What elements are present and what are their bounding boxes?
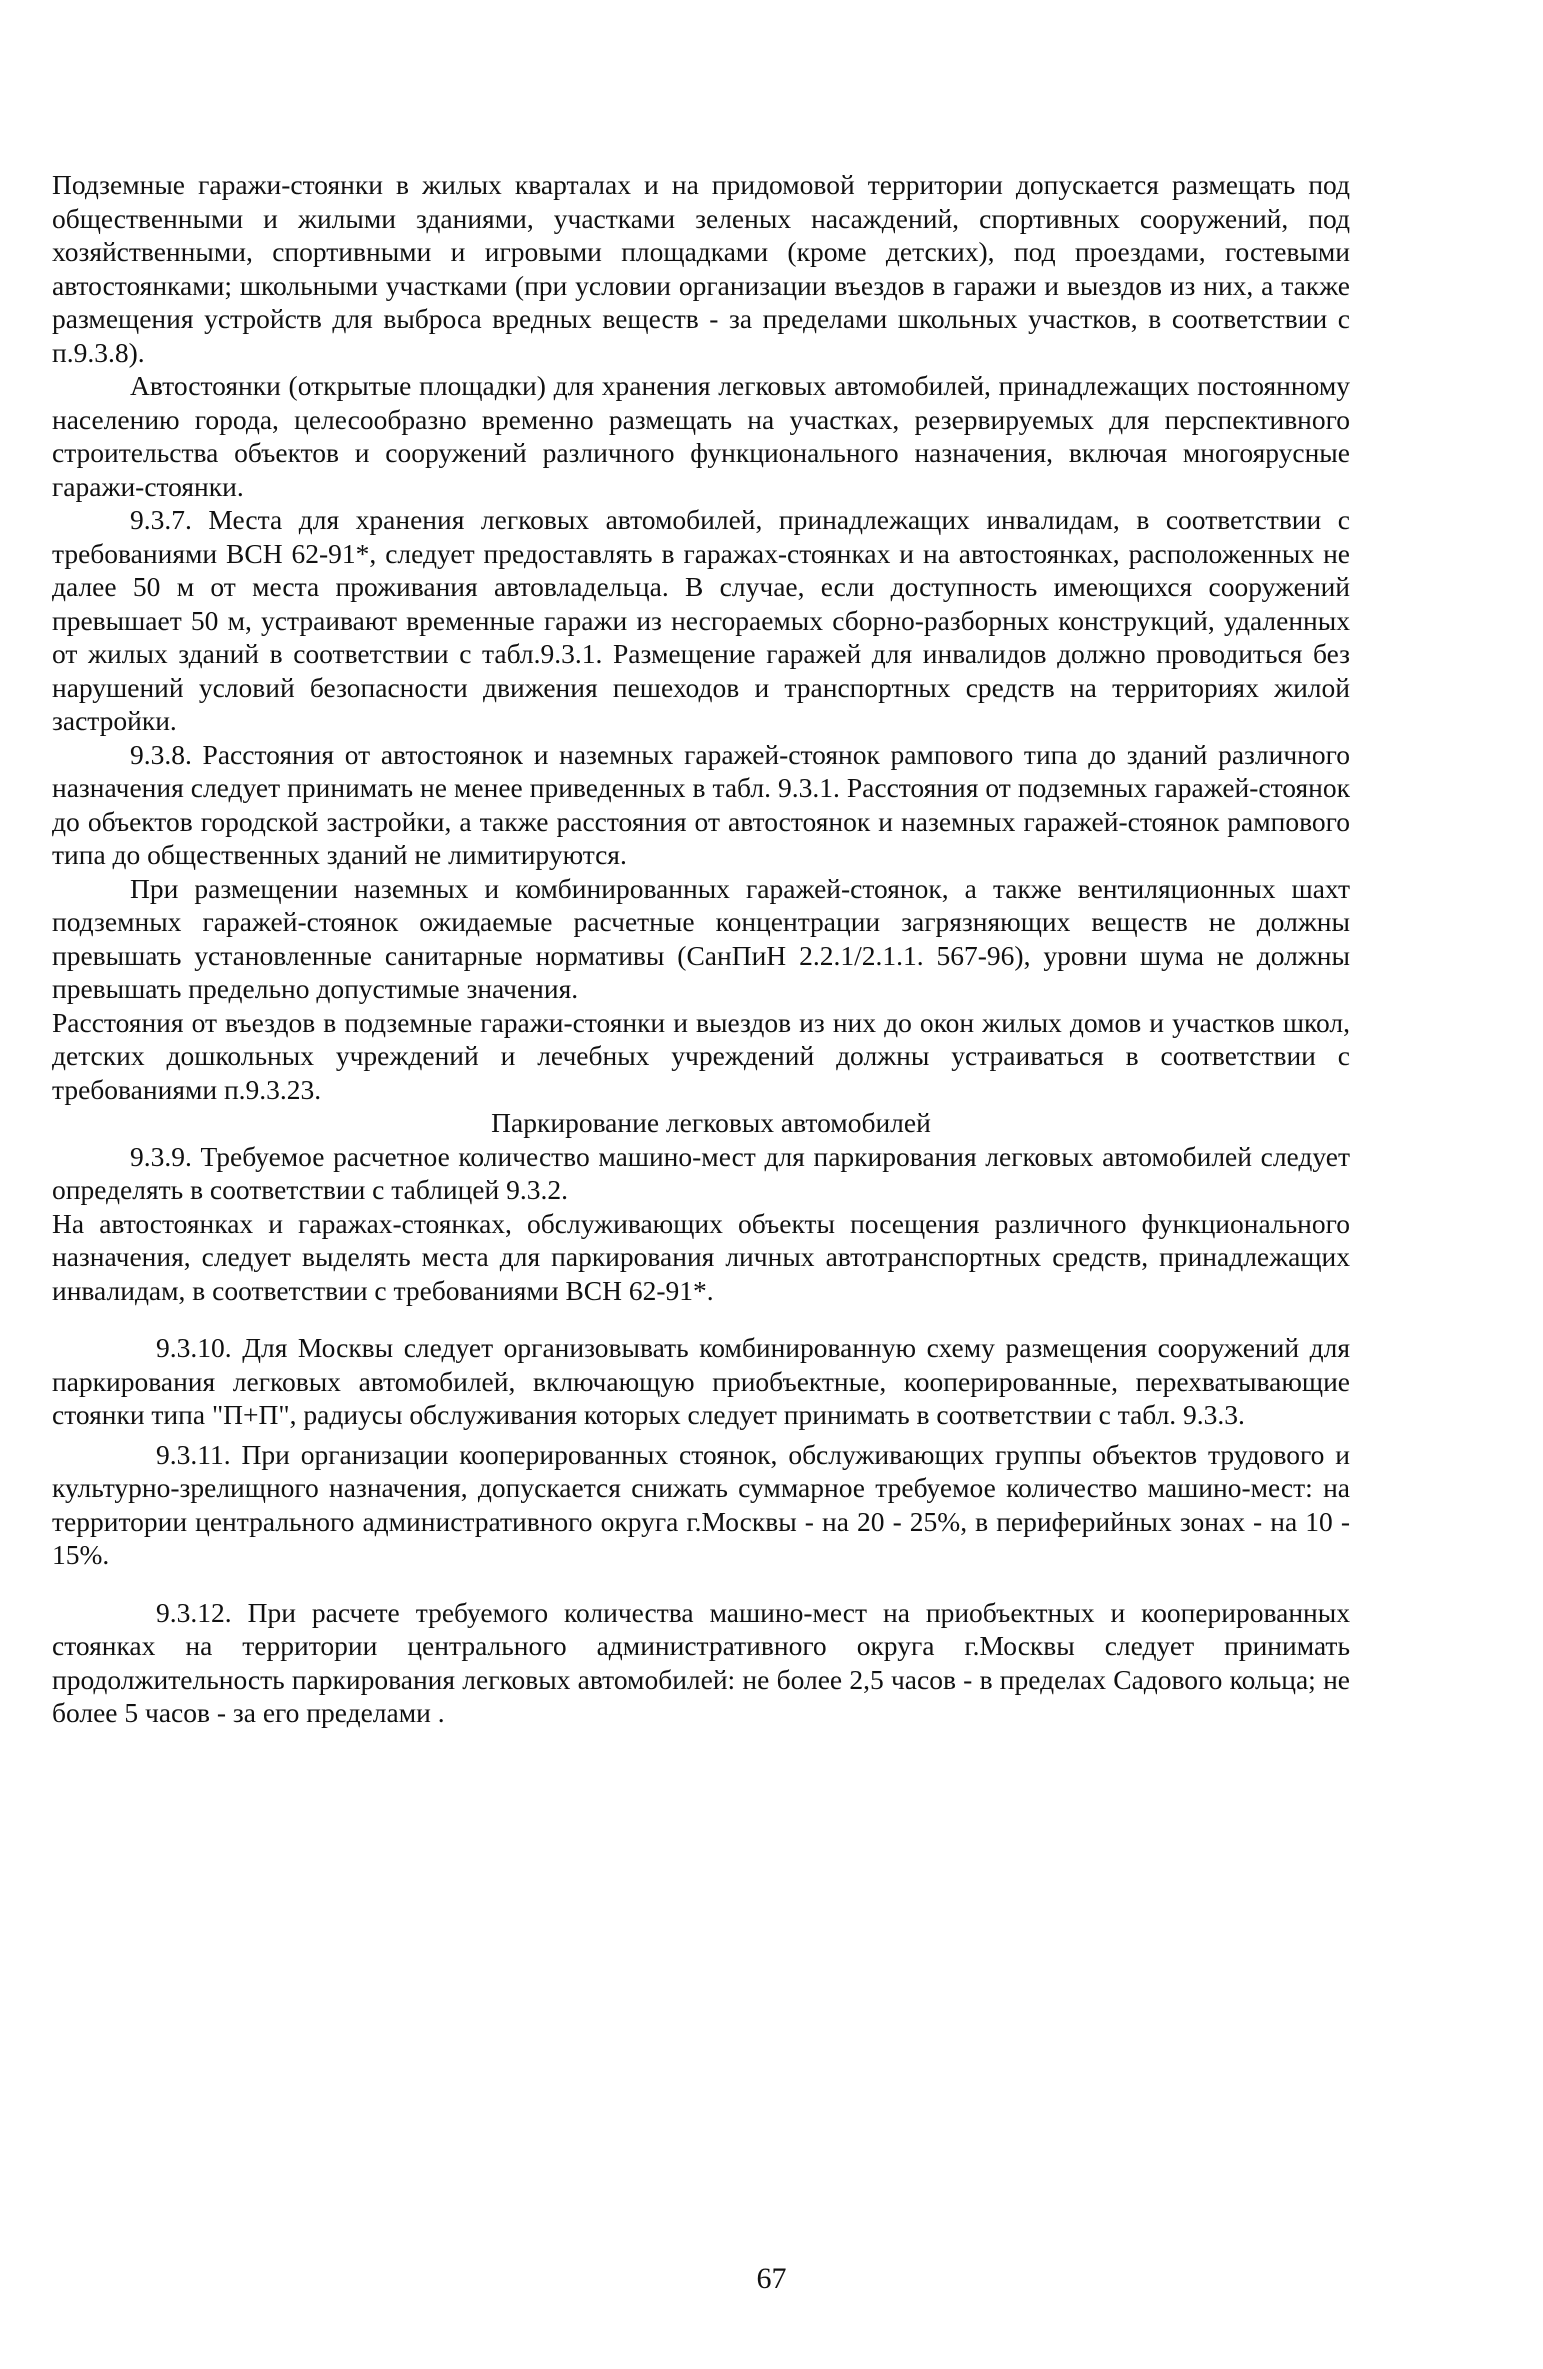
paragraph-9-3-7: 9.3.7. Места для хранения легковых автомобилей, принадлежащих инвалидам, в соответствии с требованиями ВСН 62-91*, следует предоставлять в гаражах-стоянках и на автостоянках, расположенных не далее 50 м от места проживания автовладельца. В случае, если доступность имеющихся сооружений превышает 50 м, устраивают временные гаражи из несгораемых сборно-разборных конструкций, удаленных от жилых зданий в соответствии с табл.9.3.1. Размещение гаражей для инвалидов должно проводиться без нарушений условий безопасности движения пешеходов и транспортных средств на территориях жилой застройки. bbox=[52, 504, 1350, 736]
paragraph-ventilation: При размещении наземных и комбинированных гаражей-стоянок, а также вентиляционных шахт подземных гаражей-стоянок ожидаемые расчетные концентрации загрязняющих веществ не должны превышать установленные санитарные нормативы (СанПиН 2.2.1/2.1.1. 567-96), уровни шума не должны превышать предельно допустимые значения. bbox=[52, 872, 1350, 1004]
body-text bbox=[52, 168, 1350, 1730]
page-number: 67 bbox=[756, 2262, 787, 2295]
section-heading: Паркирование легковых автомобилей bbox=[491, 1107, 931, 1138]
paragraph-entry-distances: Расстояния от въездов в подземные гаражи-стоянки и выездов из них до окон жилых домов и участков школ, детских дошкольных учреждений и лечебных учреждений должны устраиваться в соответствии с требованиями п.9.3.23. bbox=[52, 1006, 1350, 1105]
paragraph-disabled-parking: На автостоянках и гаражах-стоянках, обслуживающих объекты посещения различного функционального назначения, следует выделять места для паркирования личных автотранспортных средств, принадлежащих инвалидам, в соответствии с требованиями ВСН 62-91*. bbox=[52, 1207, 1350, 1306]
paragraph-9-3-11: 9.3.11. При организации кооперированных стоянок, обслуживающих группы объектов трудового и культурно-зрелищного назначения, допускается снижать суммарное требуемое количество машино-мест: на территории центрального административного округа г.Москвы - на 20 - 25%, в периферийных зонах - на 10 - 15%. bbox=[52, 1438, 1350, 1570]
paragraph-9-3-10: 9.3.10. Для Москвы следует организовывать комбинированную схему размещения сооружений для паркирования легковых автомобилей, включающую приобъектные, кооперированные, перехватывающие стоянки типа "П+П", радиусы обслуживания которых следует принимать в соответствии с табл. 9.3.3. bbox=[52, 1332, 1350, 1430]
paragraph-9-3-12: 9.3.12. При расчете требуемого количества машино-мест на приобъектных и кооперированных стоянках на территории центрального административного округа г.Москвы следует принимать продолжительность паркирования легковых автомобилей: не более 2,5 часов - в пределах Садового кольца; не более 5 часов - за его пределами . bbox=[52, 1596, 1350, 1728]
paragraph-9-3-9: 9.3.9. Требуемое расчетное количество машино-мест для паркирования легковых автомобилей следует определять в соответствии с таблицей 9.3.2. bbox=[52, 1140, 1350, 1205]
paragraph-underground-garages: Подземные гаражи-стоянки в жилых кварталах и на придомовой территории допускается размещать под общественными и жилыми зданиями, участками зеленых насаждений, спортивных сооружений, под хозяйственными, спортивными и игровыми площадками (кроме детских), под проездами, гостевыми автостоянками; школьными участками (при условии организации въездов в гаражи и выездов из них, а также размещения устройств для выброса вредных веществ - за пределами школьных участков, в соответствии с п.9.3.8). bbox=[52, 169, 1350, 368]
paragraph-9-3-8: 9.3.8. Расстояния от автостоянок и наземных гаражей-стоянок рампового типа до зданий различного назначения следует принимать не менее приведенных в табл. 9.3.1. Расстояния от подземных гаражей-стоянок до объектов городской застройки, а также расстояния от автостоянок и наземных гаражей-стоянок рампового типа до общественных зданий не лимитируются. bbox=[52, 738, 1350, 870]
paragraph-open-parking: Автостоянки (открытые площадки) для хранения легковых автомобилей, принадлежащих постоянному населению города, целесообразно временно размещать на участках, резервируемых для перспективного строительства объектов и сооружений различного функционального назначения, включая многоярусные гаражи-стоянки. bbox=[52, 370, 1350, 502]
